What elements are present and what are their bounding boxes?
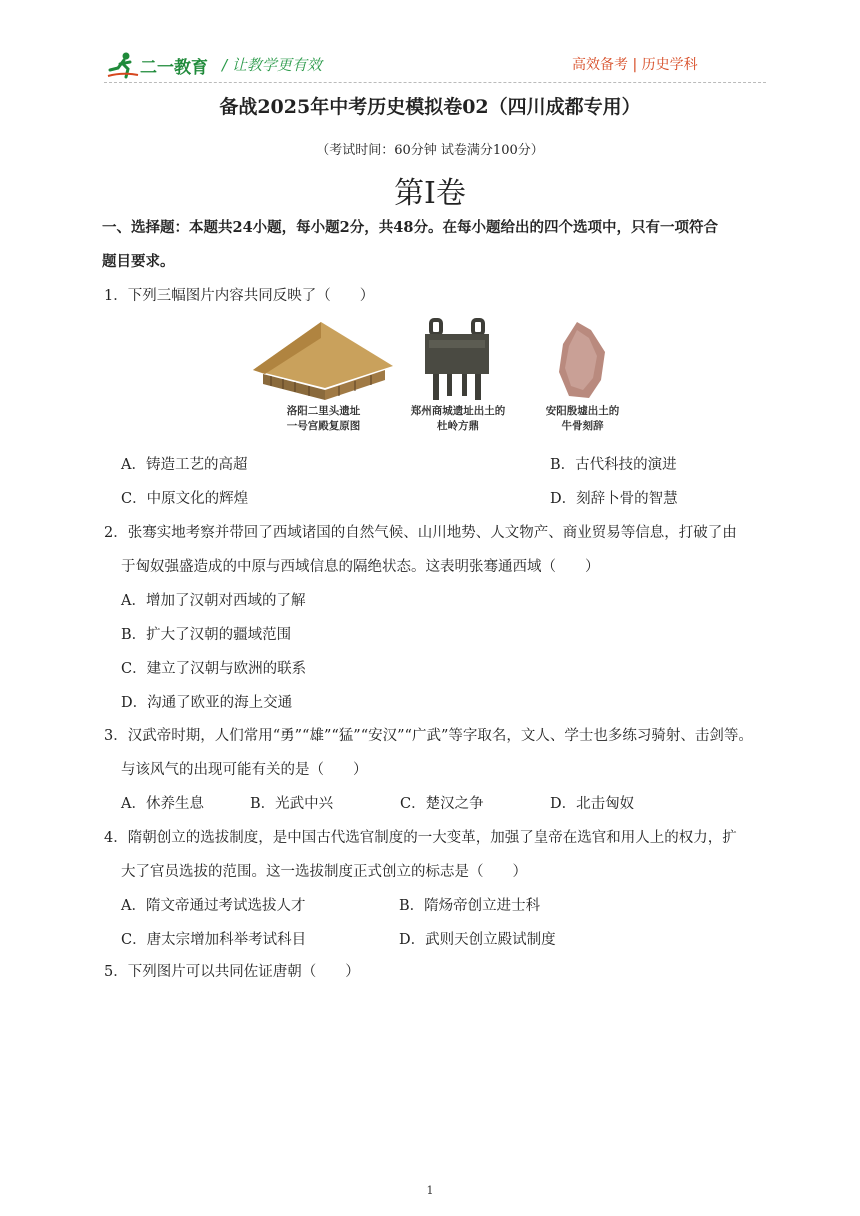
palace-reconstruction-image [243,318,398,402]
q1-option-c: C．中原文化的辉煌 [121,491,249,507]
fig2-caption-line2: 杜岭方鼎 [437,420,479,432]
q3-option-c: C．楚汉之争 [400,796,484,812]
oracle-bone-image [555,320,610,400]
q5-stem: 5．下列图片可以共同佐证唐朝（ ） [104,964,360,980]
q3-option-d: D．北击匈奴 [550,796,635,812]
fig1-caption-line2: 一号宫殿复原图 [286,420,361,432]
q1-option-d: D．刻辞卜骨的智慧 [550,491,678,507]
brand-name: 二一教育 [140,58,208,78]
brand-logo [106,50,232,80]
q4-option-c: C．唐太宗增加科举考试科目 [121,932,307,948]
q4-option-b: B．隋炀帝创立进士科 [399,898,541,914]
fig2-caption-line1: 郑州商城遗址出土的 [410,405,506,417]
q2-stem-line1: 2．张骞实地考察并带回了西域诸国的自然气候、山川地势、人文物产、商业贸易等信息，打破了由 [104,525,737,541]
q4-option-d: D．武则天创立殿试制度 [399,932,556,948]
document-title: 备战2025年中考历史模拟卷02（四川成都专用） [219,96,641,118]
q2-option-a: A．增加了汉朝对西域的了解 [121,593,306,609]
exam-info: （考试时间：60分钟 试卷满分100分） [316,143,544,158]
q2-stem-line2: 于匈奴强盛造成的中原与西域信息的隔绝状态。这表明张骞通西域（ ） [121,559,600,575]
q1-option-b: B．古代科技的演进 [550,457,677,473]
fig3-caption-line2: 牛骨刻辞 [561,420,604,432]
q4-stem-line1: 4．隋朝创立的选拔制度，是中国古代选官制度的一大变革，加强了皇帝在选官和用人上的权力，扩 [104,830,737,846]
q1-option-a: A．铸造工艺的高超 [121,457,248,473]
header-slogan: / 让教学更有效 [222,56,322,74]
q2-option-b: B．扩大了汉朝的疆域范围 [121,627,292,643]
q1-stem: 1．下列三幅图片内容共同反映了（ ） [104,288,375,304]
q2-option-d: D．沟通了欧亚的海上交通 [121,695,293,711]
page-number: 1 [426,1184,434,1197]
volume-heading: 第I卷 [394,176,466,211]
header-divider [104,82,766,83]
fig3-caption-line1: 安阳殷墟出土的 [545,405,620,417]
header-subject: 高效备考 | 历史学科 [572,57,698,73]
q2-option-c: C．建立了汉朝与欧洲的联系 [121,661,307,677]
runner-logo-icon [106,50,140,80]
q3-option-a: A．休养生息 [121,796,204,812]
q3-option-b: B．光武中兴 [250,796,334,812]
q1-figures [243,318,643,443]
bronze-ding-image [421,318,493,402]
section-instructions-line2: 题目要求。 [102,253,175,270]
fig1-caption-line1: 洛阳二里头遗址 [286,405,361,417]
section-instructions-line1: 一、选择题：本题共24小题，每小题2分，共48分。在每小题给出的四个选项中，只有一项符合 [102,219,718,236]
q4-stem-line2: 大了官员选拔的范围。这一选拔制度正式创立的标志是（ ） [121,864,527,880]
q3-stem-line2: 与该风气的出现可能有关的是（ ） [121,762,368,778]
q3-stem-line1: 3．汉武帝时期，人们常用“勇”“雄”“猛”“安汉”“广武”等字取名，文人、学士也多练习骑射、击剑等。 [104,728,753,744]
q4-option-a: A．隋文帝通过考试选拔人才 [121,898,306,914]
